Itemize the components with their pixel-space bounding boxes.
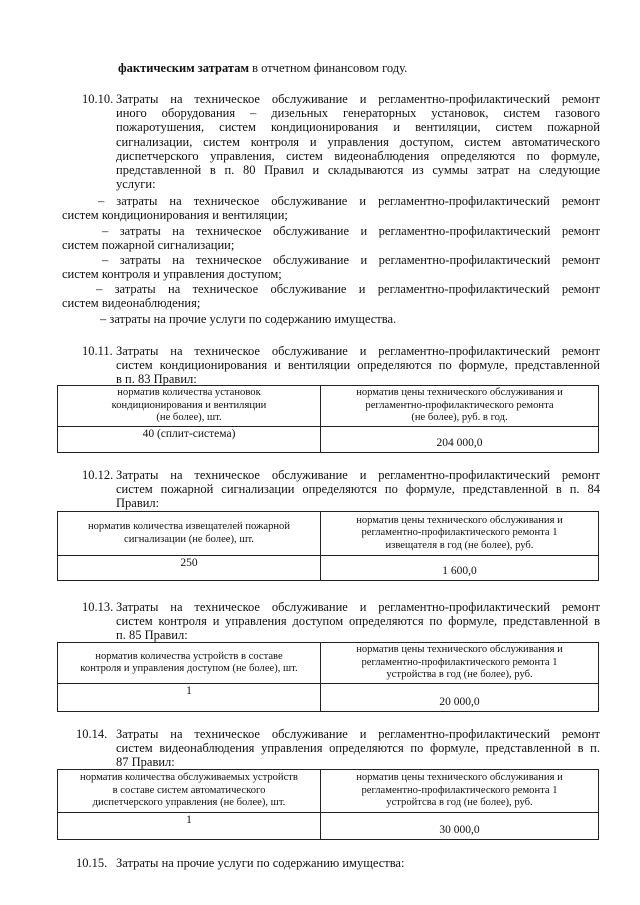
- text-line: Затраты на техническое обслуживание и регламентно-профилактический ремонт: [116, 344, 600, 358]
- intro-bold: фактическим затратам: [118, 61, 249, 75]
- text-line: иного оборудования – дизельных генераторных установок, систем газового: [116, 106, 600, 121]
- text-line: сигнализации, систем контроля и управления доступом, систем автоматического: [116, 134, 600, 149]
- section-number-10-11: 10.11.: [82, 344, 113, 358]
- table-value-cell: 1: [58, 684, 321, 712]
- text-line: – затраты на техническое обслуживание и регламентно-профилактический ремонт: [98, 194, 600, 208]
- section-10-14-text: [116, 727, 600, 770]
- table-value-cell: 40 (сплит-система): [58, 427, 321, 453]
- text-line: – затраты на прочие услуги по содержанию имущества.: [100, 312, 397, 326]
- table-header-cell: норматив цены технического обслуживания и регламентно-профилактического ремонта 1 извещателя в год (не более), руб.: [321, 512, 599, 556]
- text-line: систем пожарной сигнализации;: [62, 238, 235, 253]
- list-item: [62, 194, 600, 222]
- intro-rest: в отчетном финансовом году.: [248, 61, 408, 75]
- text-line: – затраты на техническое обслуживание и регламентно-профилактический ремонт: [102, 224, 600, 238]
- table-value-cell: 250: [58, 556, 321, 581]
- text-line: систем кондиционирования и вентиляции определяются по формуле, представленной: [116, 358, 600, 373]
- norm-table-10-13: [57, 642, 599, 712]
- text-line: диспетчерского управления, систем видеонаблюдения определяются по формуле,: [116, 148, 600, 163]
- text-line: – затраты на техническое обслуживание и регламентно-профилактический ремонт: [96, 282, 600, 296]
- section-10-13-text: [116, 600, 600, 643]
- table-header-cell: норматив количества устройств в составе контроля и управления доступом (не более), шт.: [58, 643, 321, 684]
- norm-table-10-14: [57, 769, 599, 840]
- text-line: Правил:: [116, 496, 160, 511]
- section-number-10-10: 10.10.: [82, 92, 114, 106]
- text-line: систем контроля и управления доступом определяются по формуле, представленной в: [116, 614, 600, 629]
- section-10-15-text: Затраты на прочие услуги по содержанию имущества:: [116, 856, 405, 870]
- section-10-12-text: [116, 468, 600, 511]
- text-line: Затраты на техническое обслуживание и регламентно-профилактический ремонт: [116, 92, 600, 106]
- list-item: [62, 253, 600, 281]
- text-line: представленной в п. 80 Правил и складываются из суммы затрат на следующие: [116, 163, 600, 178]
- text-line: пожаротушения, систем кондиционирования и вентиляции, систем пожарной: [116, 120, 600, 135]
- list-item: [100, 312, 520, 326]
- text-line: систем контроля и управления доступом;: [62, 267, 282, 282]
- table-header-cell: норматив количества установок кондиционирования и вентиляции (не более), шт.: [58, 386, 321, 427]
- text-line: п. 85 Правил:: [116, 628, 188, 643]
- section-number-10-12: 10.12.: [82, 468, 114, 482]
- table-value-cell: 204 000,0: [321, 427, 599, 453]
- text-line: – затраты на техническое обслуживание и регламентно-профилактический ремонт: [102, 253, 600, 267]
- table-header-cell: норматив цены технического обслуживания и регламентно-профилактического ремонта 1 устройтсва в год (не более), руб.: [321, 770, 599, 813]
- table-value-cell: 20 000,0: [321, 684, 599, 712]
- section-number-10-13: 10.13.: [82, 600, 114, 614]
- section-10-10-text: [116, 92, 600, 191]
- text-line: Затраты на техническое обслуживание и регламентно-профилактический ремонт: [116, 727, 600, 741]
- norm-table-10-12: [57, 511, 599, 581]
- text-line: систем видеонаблюдения управления определяются по формуле, представленной в п.: [116, 741, 600, 756]
- table-value-cell: 1 600,0: [321, 556, 599, 581]
- table-value-cell: 1: [58, 813, 321, 840]
- table-value-cell: 30 000,0: [321, 813, 599, 840]
- text-line: систем пожарной сигнализации определяются по формуле, представленной в п. 84: [116, 482, 600, 497]
- list-item: [62, 224, 600, 252]
- table-header-cell: норматив цены технического обслуживания и регламентно-профилактического ремонта (не более), руб. в год.: [321, 386, 599, 427]
- table-header-cell: норматив цены технического обслуживания и регламентно-профилактического ремонта 1 устройства в год (не более), руб.: [321, 643, 599, 684]
- text-line: Затраты на техническое обслуживание и регламентно-профилактический ремонт: [116, 600, 600, 614]
- text-line: 87 Правил:: [116, 755, 175, 770]
- list-item: [62, 282, 600, 310]
- intro-line: [118, 61, 538, 75]
- norm-table-10-11: [57, 385, 599, 453]
- text-line: в п. 83 Правил:: [116, 372, 197, 387]
- table-header-cell: норматив количества обслуживаемых устройств в составе систем автоматического диспетчерского управления (не более), шт.: [58, 770, 321, 813]
- text-line: систем видеонаблюдения;: [62, 296, 201, 311]
- text-line: систем кондиционирования и вентиляции;: [62, 208, 288, 223]
- section-number-10-15: 10.15.: [76, 856, 108, 870]
- text-line: услуги:: [116, 177, 156, 192]
- section-10-11-text: [116, 344, 600, 387]
- section-number-10-14: 10.14.: [76, 727, 108, 741]
- table-header-cell: норматив количества извещателей пожарной сигнализации (не более), шт.: [58, 512, 321, 556]
- text-line: Затраты на техническое обслуживание и регламентно-профилактический ремонт: [116, 468, 600, 482]
